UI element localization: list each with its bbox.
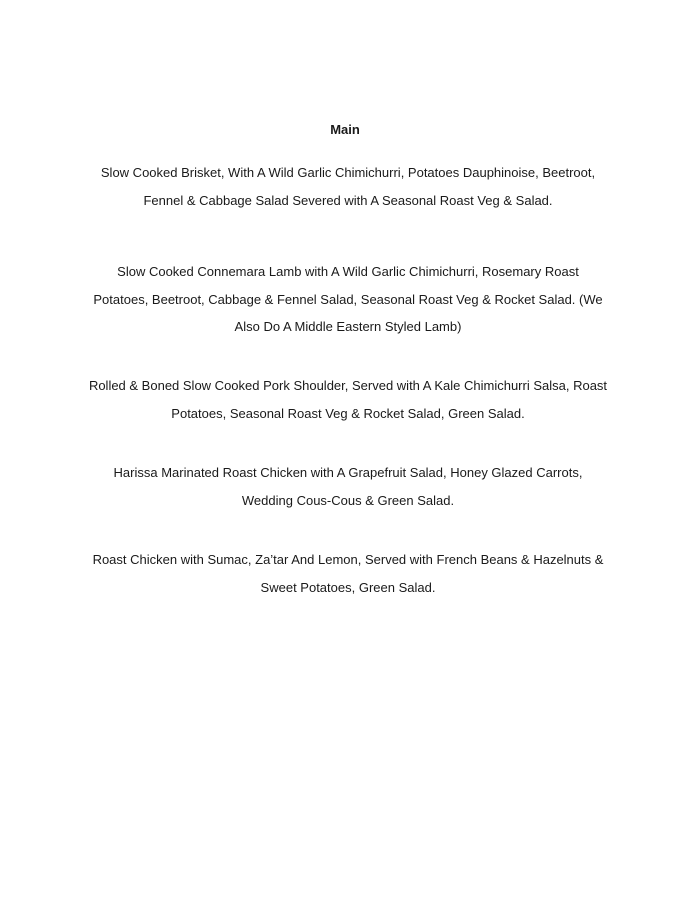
dish-line: Roast Chicken with Sumac, Za’tar And Lemon, Served with French Beans & Hazelnuts & — [92, 552, 604, 567]
dish-paragraph — [78, 459, 618, 514]
dish-line: Wedding Cous-Cous & Green Salad. — [241, 492, 455, 508]
dish-line: Potatoes, Beetroot, Cabbage & Fennel Salad, Seasonal Roast Veg & Rocket Salad. (We — [93, 291, 603, 307]
dish-paragraph — [78, 546, 618, 601]
dish-paragraph — [78, 159, 618, 214]
dish-line: Slow Cooked Brisket, With A Wild Garlic Chimichurri, Potatoes Dauphinoise, Beetroot, — [100, 165, 596, 180]
dish-line: Rolled & Boned Slow Cooked Pork Shoulder, Served with A Kale Chimichurri Salsa, Roast — [88, 378, 608, 393]
dish-line: Fennel & Cabbage Salad Severed with A Seasonal Roast Veg & Salad. — [143, 192, 553, 208]
section-title: Main — [330, 122, 360, 137]
dish-line: Also Do A Middle Eastern Styled Lamb) — [234, 319, 462, 334]
dish-line: Harissa Marinated Roast Chicken with A Grapefruit Salad, Honey Glazed Carrots, — [113, 465, 583, 480]
dish-line: Slow Cooked Connemara Lamb with A Wild Garlic Chimichurri, Rosemary Roast — [117, 264, 579, 279]
dish-line: Sweet Potatoes, Green Salad. — [260, 579, 436, 595]
dish-paragraph — [78, 372, 618, 427]
dish-line: Potatoes, Seasonal Roast Veg & Rocket Salad, Green Salad. — [171, 405, 525, 421]
dish-paragraph — [78, 258, 618, 341]
